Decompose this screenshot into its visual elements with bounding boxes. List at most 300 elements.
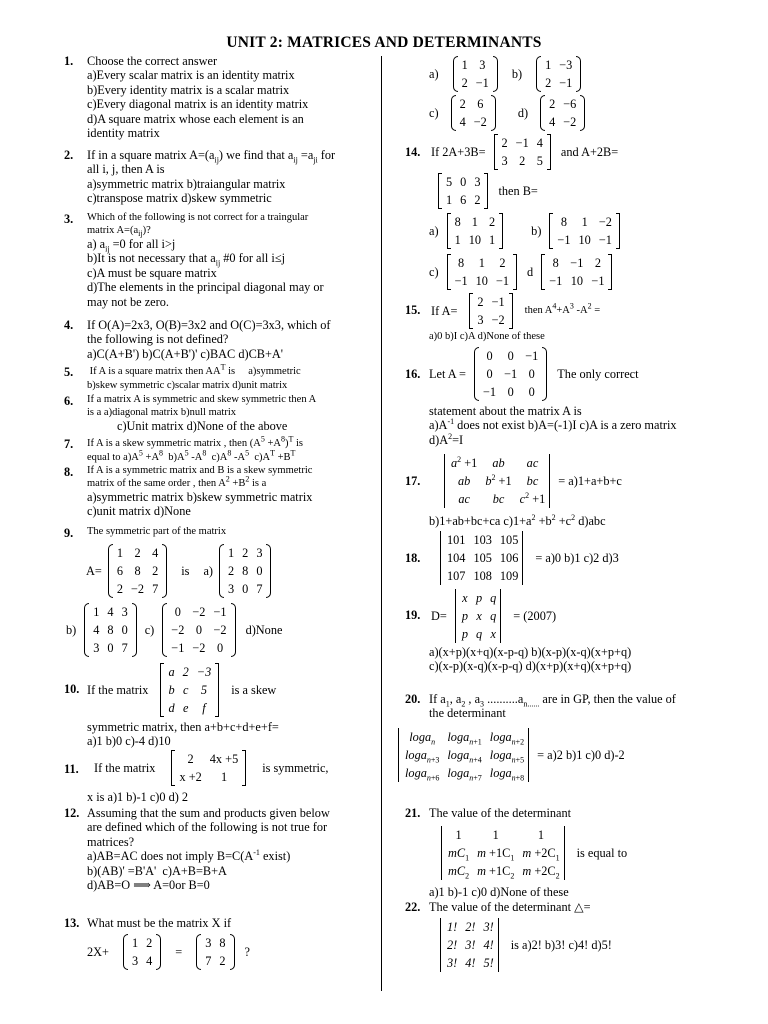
matrix-cell: 0 bbox=[528, 367, 535, 381]
q16-option-d: $d)A^2=I$ bbox=[429, 431, 464, 447]
q11-options: x is a)1 b)-1 c)0 d) 2 bbox=[87, 790, 189, 804]
matrix-cell: d bbox=[168, 701, 175, 715]
question-1 bbox=[87, 54, 377, 140]
matrix-cell: 10 bbox=[578, 233, 591, 247]
q8-text-cont: matrix of the same order , then $A^2 +B^2$ is a bbox=[87, 474, 267, 489]
q14-matrix-d bbox=[541, 254, 612, 290]
q12-option-d: d)AB=O ⟹ A=0or B=0 bbox=[87, 878, 210, 893]
matrix-cell: x bbox=[462, 591, 468, 605]
q9-number: 9. bbox=[64, 526, 74, 540]
matrix-cell: e bbox=[182, 701, 189, 715]
matrix-cell: c bbox=[182, 683, 189, 697]
q10-number: 10. bbox=[64, 682, 80, 696]
matrix-cell: −1 bbox=[591, 274, 605, 288]
matrix-cell: p bbox=[475, 591, 483, 605]
q11-text: If the matrix bbox=[94, 760, 156, 775]
q13-matrix-d bbox=[540, 95, 585, 131]
matrix-cell: 1 bbox=[131, 936, 139, 950]
q13-equation bbox=[87, 932, 250, 972]
matrix-cell: 4 bbox=[536, 136, 543, 150]
matrix-cell: 1 bbox=[545, 58, 552, 72]
matrix-cell: 106 bbox=[499, 551, 519, 565]
matrix-cell: −1 bbox=[454, 274, 468, 288]
q18-number: 18. bbox=[405, 551, 421, 565]
question-12 bbox=[87, 806, 379, 892]
q9-a-label: A= bbox=[86, 563, 102, 578]
matrix-cell: 3 bbox=[121, 605, 128, 619]
q16-number: 16. bbox=[405, 367, 421, 381]
matrix-cell: −2 bbox=[598, 215, 612, 229]
matrix-right-bracket bbox=[499, 213, 503, 249]
q12-option-b: b)(AB)' =B'A' c)A+B=B+A bbox=[87, 863, 227, 878]
matrix-cell: 3! bbox=[483, 920, 494, 934]
matrix-cell: −2 bbox=[130, 582, 145, 596]
matrix-right-bracket bbox=[132, 603, 137, 657]
matrix-cell: −1 bbox=[483, 385, 497, 399]
q10-line-2: symmetric matrix, then a+b+c+d+e+f= bbox=[87, 720, 279, 734]
matrix-cell: 3 bbox=[479, 58, 486, 72]
question-10 bbox=[87, 662, 276, 718]
matrix-cell: 3 bbox=[474, 175, 481, 189]
matrix-cell: 8 bbox=[242, 564, 249, 578]
matrix-cell: 2 bbox=[461, 76, 468, 90]
matrix-cell: 3 bbox=[131, 954, 139, 968]
q20-number: 20. bbox=[405, 692, 421, 706]
question-19 bbox=[431, 587, 556, 645]
q21-text-cont: is equal to bbox=[576, 845, 628, 860]
matrix-right-bracket bbox=[493, 56, 498, 92]
matrix-cell: 2 bbox=[242, 546, 249, 560]
q2-text: If in a square matrix $A=(a_{ij})$ we find that $a_{ij} =a_{ji}$ for bbox=[87, 148, 336, 165]
matrix-cell: 2! bbox=[447, 938, 458, 952]
q13-number: 13. bbox=[64, 916, 80, 930]
matrix-cell: 2 bbox=[519, 154, 526, 168]
q1-option-a: a)Every scalar matrix is an identity matrix bbox=[87, 68, 295, 83]
matrix-cell: 7 bbox=[256, 582, 263, 596]
matrix-cell: 4 bbox=[107, 605, 114, 619]
q12-text: Assuming that the sum and products given below bbox=[87, 806, 330, 820]
q21-number: 21. bbox=[405, 806, 421, 820]
q20-equation bbox=[398, 722, 625, 788]
matrix-cell: 4! bbox=[465, 956, 476, 970]
matrix-cell: 0 bbox=[486, 349, 493, 363]
q10-options: a)1 b)0 c)-4 d)10 bbox=[87, 734, 171, 749]
matrix-cell: 1 bbox=[220, 770, 228, 784]
q3-option-d: d)The elements in the principal diagonal may or bbox=[87, 280, 324, 295]
q15-number: 15. bbox=[405, 303, 421, 317]
q6-options-1: is a a)diagonal matrix b)null matrix bbox=[87, 406, 236, 418]
q17-determinant: $a^2 +1$ ab ac ab $b^2 +1$ bc ac bc $c^2 +1$ bbox=[444, 454, 552, 508]
q1-option-c: c)Every diagonal matrix is an identity matrix bbox=[87, 97, 309, 112]
column-divider bbox=[381, 56, 382, 991]
matrix-cell: −1 bbox=[557, 233, 571, 247]
matrix-cell: x bbox=[476, 609, 482, 623]
matrix-cell: 3 bbox=[228, 582, 235, 596]
q19-options-2: c)(x-p)(x-q)(x-p-q) d)(x+p)(x+q)(x+p+q) bbox=[429, 659, 632, 674]
q14-options-row-2 bbox=[429, 252, 612, 292]
question-4 bbox=[87, 318, 379, 361]
matrix-cell: 8 bbox=[458, 256, 465, 270]
matrix-cell: x +2 bbox=[179, 770, 202, 784]
matrix-cell: 2 bbox=[459, 97, 466, 111]
matrix-cell: 8 bbox=[134, 564, 141, 578]
matrix-right-bracket bbox=[230, 934, 235, 970]
matrix-cell: 2 bbox=[501, 136, 508, 150]
q9-matrix-A bbox=[108, 544, 167, 598]
matrix-cell: 10 bbox=[468, 233, 482, 247]
q13-lhs: 2X+ bbox=[87, 944, 109, 959]
q19-text: D= bbox=[431, 608, 447, 623]
q9-matrix-a bbox=[219, 544, 271, 598]
matrix-cell: 5! bbox=[483, 956, 494, 970]
q13-matrix-2 bbox=[196, 934, 234, 970]
matrix-right-bracket bbox=[484, 173, 488, 209]
q14-option-b: b) bbox=[531, 223, 542, 238]
q2-options-2: c)transpose matrix d)skew symmetric bbox=[87, 191, 272, 206]
q2-options-1: a)symmetric matrix b)traiangular matrix bbox=[87, 176, 286, 191]
matrix-cell: 4 bbox=[93, 623, 100, 637]
matrix-right-bracket bbox=[500, 589, 503, 643]
matrix-cell: 2 bbox=[152, 564, 159, 578]
q18-equals: = a)0 b)1 c)2 d)3 bbox=[535, 550, 619, 565]
matrix-cell: −2 bbox=[171, 623, 185, 637]
q16-matrix bbox=[474, 347, 547, 401]
q13-matrix-a bbox=[453, 56, 498, 92]
q3-option-b: b)It is not necessary that $a_{ij}$ #0 for all i≤j bbox=[87, 251, 285, 268]
matrix-right-bracket bbox=[162, 544, 167, 598]
matrix-cell: 0 bbox=[174, 605, 181, 619]
q7-number: 7. bbox=[64, 437, 74, 451]
matrix-cell: −2 bbox=[192, 605, 206, 619]
q10-lines bbox=[87, 720, 279, 749]
q11-text-cont: is symmetric, bbox=[262, 760, 329, 775]
q3-option-a: a) $a_{ij} =0$ for all i>j bbox=[87, 237, 176, 254]
q14-line-2 bbox=[438, 171, 538, 211]
matrix-right-bracket bbox=[156, 934, 161, 970]
q8-text: If A is a symmetric matrix and B is a skew symmetric bbox=[87, 465, 313, 476]
q8-options-2: c)unit matrix d)None bbox=[87, 504, 191, 519]
matrix-cell: −1 bbox=[598, 233, 612, 247]
q4-text: If O(A)=2x3, O(B)=3x2 and O(C)=3x3, which of bbox=[87, 318, 331, 332]
q7-text: If A is a skew symmetric matrix , then $(A^5 +A^8)^T$ is bbox=[87, 434, 303, 449]
q12-option-a: a)AB=AC does not imply $B=C(A^{-1}$ exist) bbox=[87, 848, 291, 864]
q15-options: a)0 b)I c)A d)None of these bbox=[429, 331, 545, 342]
matrix-right-bracket bbox=[215, 663, 219, 717]
q8-number: 8. bbox=[64, 465, 74, 479]
matrix-cell: 1 bbox=[454, 233, 461, 247]
q9-option-b: b) bbox=[66, 622, 77, 637]
matrix-cell: q bbox=[490, 609, 497, 623]
matrix-right-bracket bbox=[576, 56, 581, 92]
q14-then: then B= bbox=[498, 183, 538, 198]
q3-text-cont: matrix $A=(a_{ij})$? bbox=[87, 224, 151, 238]
q9-option-d: d)None bbox=[245, 622, 283, 637]
question-21 bbox=[441, 822, 627, 884]
q16-lines bbox=[429, 404, 759, 447]
q16-text: Let A = bbox=[429, 366, 466, 381]
matrix-cell: 2 bbox=[187, 752, 194, 766]
matrix-cell: −2 bbox=[563, 115, 577, 129]
q14-text-mid: and A+2B= bbox=[560, 144, 619, 159]
matrix-cell: −1 bbox=[213, 605, 227, 619]
matrix-cell: 0 bbox=[242, 582, 249, 596]
q14-matrix-b bbox=[549, 213, 619, 249]
question-2 bbox=[87, 148, 379, 206]
q14-text: If 2A+3B= bbox=[431, 144, 486, 159]
matrix-cell: −1 bbox=[171, 641, 185, 655]
matrix-cell: 2 bbox=[549, 97, 556, 111]
matrix-cell: 0 bbox=[256, 564, 263, 578]
matrix-right-bracket bbox=[491, 95, 496, 131]
matrix-cell: q bbox=[475, 627, 483, 641]
matrix-cell: 105 bbox=[473, 551, 492, 565]
matrix-right-bracket bbox=[616, 213, 620, 249]
matrix-cell: 8 bbox=[552, 256, 559, 270]
matrix-cell: 1 bbox=[581, 215, 588, 229]
q12-text-cont: are defined which of the following is not true for bbox=[87, 820, 328, 835]
matrix-cell: −1 bbox=[504, 367, 518, 381]
matrix-cell: 1 bbox=[446, 193, 453, 207]
matrix-cell: 4 bbox=[549, 115, 556, 129]
matrix-cell: 2 bbox=[116, 582, 123, 596]
matrix-right-bracket bbox=[242, 750, 246, 786]
matrix-cell: 2 bbox=[182, 665, 189, 679]
matrix-cell: 3! bbox=[465, 938, 476, 952]
q13-text: What must be the matrix X if bbox=[87, 916, 232, 930]
q14-option-c: c) bbox=[429, 264, 439, 279]
matrix-cell: 2 bbox=[474, 193, 481, 207]
matrix-cell: 4 bbox=[459, 115, 466, 129]
q6-number: 6. bbox=[64, 394, 74, 408]
matrix-cell: 104 bbox=[447, 551, 466, 565]
q19-equals: = (2007) bbox=[513, 608, 557, 623]
q2-text-cont: all i, j, then A is bbox=[87, 162, 165, 177]
matrix-cell: −1 bbox=[525, 349, 539, 363]
q10-text: If the matrix bbox=[87, 682, 149, 697]
q14-options-row-1 bbox=[429, 211, 620, 251]
matrix-cell: −1 bbox=[515, 136, 529, 150]
matrix-right-bracket bbox=[513, 254, 517, 290]
matrix-cell: −2 bbox=[192, 641, 206, 655]
q9-option-a: a) bbox=[203, 563, 213, 578]
q14-matrix-1 bbox=[494, 134, 551, 170]
matrix-cell: 103 bbox=[473, 533, 492, 547]
q18-determinant bbox=[440, 531, 525, 585]
q16-text-cont: The only correct bbox=[557, 366, 639, 381]
q13-equals: = bbox=[175, 944, 183, 959]
matrix-cell: 105 bbox=[499, 533, 519, 547]
q17-equals: = a)1+a+b+c bbox=[558, 473, 622, 488]
q11-number: 11. bbox=[64, 762, 79, 776]
matrix-cell: −1 bbox=[549, 274, 563, 288]
matrix-cell: 2 bbox=[545, 76, 552, 90]
q10-text-cont: is a skew bbox=[231, 682, 277, 697]
matrix-cell: 0 bbox=[460, 175, 467, 189]
question-7 bbox=[87, 434, 379, 465]
matrix-cell: 3 bbox=[501, 154, 508, 168]
matrix-cell: 7 bbox=[205, 954, 212, 968]
matrix-cell: 1 bbox=[461, 58, 468, 72]
q9-matrix-row-2 bbox=[66, 602, 282, 658]
q3-number: 3. bbox=[64, 212, 74, 226]
q9-matrix-b bbox=[84, 603, 136, 657]
matrix-cell: 107 bbox=[447, 569, 466, 583]
q1-text: Choose the correct answer bbox=[87, 54, 218, 68]
matrix-cell: 4 bbox=[146, 954, 153, 968]
matrix-cell: 0 bbox=[507, 349, 514, 363]
q9-matrix-c bbox=[162, 603, 235, 657]
question-15 bbox=[431, 291, 600, 331]
matrix-cell: 4! bbox=[483, 938, 494, 952]
q4-number: 4. bbox=[64, 318, 74, 332]
q13-option-d: d) bbox=[517, 105, 529, 120]
matrix-cell: 2 bbox=[134, 546, 141, 560]
q22-determinant bbox=[440, 918, 501, 972]
q19-options-1: a)(x+p)(x+q)(x-p-q) b)(x-p)(x-q)(x+p+q) bbox=[429, 645, 632, 659]
q13-option-a: a) bbox=[429, 66, 439, 81]
matrix-cell: 2 bbox=[228, 564, 235, 578]
q20-equals: = a)2 b)1 c)0 d)-2 bbox=[537, 747, 625, 762]
q4-text-cont: the following is not defined? bbox=[87, 332, 229, 347]
q4-options: a)C(A+B') b)C(A+B')' c)BAC d)CB+A' bbox=[87, 346, 283, 361]
q13-question-mark: ? bbox=[244, 944, 250, 959]
matrix-cell: 7 bbox=[152, 582, 159, 596]
matrix-cell: 5 bbox=[536, 154, 543, 168]
matrix-cell: 2! bbox=[465, 920, 476, 934]
matrix-cell: x bbox=[490, 627, 496, 641]
q16-options: $a)A^{-1}$ does not exist b)A=(-1)I c)A is a zero matrix bbox=[429, 417, 677, 433]
matrix-cell: q bbox=[490, 591, 497, 605]
q15-matrix bbox=[469, 293, 512, 329]
q20-text-cont: the determinant bbox=[429, 706, 506, 721]
question-17 bbox=[444, 451, 622, 511]
question-3 bbox=[87, 212, 379, 309]
question-16 bbox=[429, 346, 639, 402]
q13-matrix-c bbox=[451, 95, 496, 131]
q22-number: 22. bbox=[405, 900, 421, 914]
q12-number: 12. bbox=[64, 806, 80, 820]
matrix-right-bracket bbox=[580, 95, 585, 131]
q13-matrix-1 bbox=[123, 934, 161, 970]
matrix-cell: 6 bbox=[116, 564, 123, 578]
q1-option-d-cont: identity matrix bbox=[87, 126, 160, 141]
q13-options-row-2 bbox=[429, 93, 585, 133]
matrix-cell: 8 bbox=[454, 215, 461, 229]
q21-text: The value of the determinant bbox=[429, 806, 572, 820]
matrix-cell: 8 bbox=[560, 215, 568, 229]
q11-matrix bbox=[171, 750, 246, 786]
matrix-cell: 6 bbox=[477, 97, 484, 111]
matrix-cell: p bbox=[461, 627, 468, 641]
q5-number: 5. bbox=[64, 365, 74, 379]
matrix-cell: 1 bbox=[489, 233, 496, 247]
matrix-cell: 2 bbox=[146, 936, 153, 950]
q8-options-1: a)symmetric matrix b)skew symmetric matrix bbox=[87, 490, 313, 504]
q21-determinant: 1 1 1 $mC_1$ $m +1C_1$ $m +2C_1$ $mC_2$ $m +1C_2$ $m +2C_2$ bbox=[441, 826, 567, 880]
q14-matrix-2 bbox=[438, 173, 488, 209]
q1-option-d: d)A square matrix whose each element is an bbox=[87, 111, 304, 126]
matrix-cell: −3 bbox=[196, 665, 212, 679]
q22-text-cont: is a)2! b)3! c)4! d)5! bbox=[510, 937, 612, 952]
q7-options: equal to $a)A^5 +A^8$ $b)A^5$ $-A^8$ $c)A^8$ $-A^5$ $c)A^T +B^T$ bbox=[87, 448, 296, 463]
matrix-cell: 1 bbox=[478, 256, 485, 270]
matrix-cell: −2 bbox=[491, 313, 505, 327]
q20-text: If $a_1$, $a_2$ , $a_3$ $..........a_{n......}$ are in GP, then the value of bbox=[429, 692, 676, 709]
matrix-cell: 10 bbox=[475, 274, 488, 288]
matrix-cell: 3 bbox=[477, 313, 484, 327]
q1-number: 1. bbox=[64, 54, 74, 68]
q13-matrix-b bbox=[536, 56, 581, 92]
q16-line-2: statement about the matrix A is bbox=[429, 404, 582, 418]
question-11 bbox=[94, 748, 329, 788]
matrix-cell: 2 bbox=[594, 256, 602, 270]
matrix-cell: 0 bbox=[107, 641, 114, 655]
matrix-right-bracket bbox=[522, 531, 525, 585]
matrix-cell: 101 bbox=[447, 533, 466, 547]
matrix-cell: 0 bbox=[528, 385, 535, 399]
q3-option-d-cont: may not be zero. bbox=[87, 294, 169, 309]
q10-matrix bbox=[160, 663, 219, 717]
matrix-cell: 8 bbox=[219, 936, 226, 950]
matrix-cell: 0 bbox=[216, 641, 224, 655]
q9-matrix-row-1 bbox=[86, 543, 271, 599]
page-title: UNIT 2: MATRICES AND DETERMINANTS bbox=[226, 34, 542, 51]
q22-text: The value of the determinant △= bbox=[429, 900, 591, 914]
matrix-cell: 2 bbox=[499, 256, 506, 270]
q9-text: The symmetric part of the matrix bbox=[87, 526, 227, 537]
matrix-cell: 1 bbox=[228, 546, 235, 560]
matrix-cell: 109 bbox=[499, 569, 519, 583]
q1-option-b: b)Every identity matrix is a scalar matrix bbox=[87, 82, 290, 97]
q3-option-c: c)A must be square matrix bbox=[87, 265, 217, 280]
matrix-cell: 2 bbox=[219, 954, 226, 968]
q12-text-cont-2: matrices? bbox=[87, 834, 135, 849]
matrix-cell: 5 bbox=[200, 683, 208, 697]
q21-options: a)1 b)-1 c)0 d)None of these bbox=[429, 885, 569, 899]
matrix-right-bracket bbox=[547, 134, 551, 170]
q3-text: Which of the following is not correct for a traingular bbox=[87, 212, 309, 223]
matrix-cell: 6 bbox=[460, 193, 467, 207]
q15-expression: then $A^4+A^3$ $-A^2$ = bbox=[524, 301, 601, 316]
matrix-cell: 0 bbox=[195, 623, 202, 637]
matrix-right-bracket bbox=[231, 603, 236, 657]
q14-matrix-a bbox=[447, 213, 504, 249]
q20-determinant: loga$_n$ loga$_{n+1}$ loga$_{n+2}$ loga$_{n+3}$ loga$_{n+4}$ loga$_{n+5}$ loga$_{n+6}$ loga$_{n+7}$ loga$_{n+8}$ bbox=[398, 728, 531, 782]
question-6 bbox=[87, 394, 379, 433]
matrix-cell: 4x +5 bbox=[209, 752, 239, 766]
q19-determinant bbox=[455, 589, 503, 643]
matrix-cell: −6 bbox=[563, 97, 577, 111]
matrix-right-bracket bbox=[498, 918, 501, 972]
matrix-cell: 7 bbox=[121, 641, 128, 655]
question-18 bbox=[440, 530, 619, 586]
matrix-cell: 1! bbox=[447, 920, 458, 934]
q9-option-c: c) bbox=[144, 622, 155, 637]
matrix-cell: 3 bbox=[205, 936, 212, 950]
question-20 bbox=[429, 692, 759, 721]
matrix-cell: −3 bbox=[559, 58, 573, 72]
q14-option-a: a) bbox=[429, 223, 439, 238]
q13-options-row-1 bbox=[429, 54, 581, 94]
matrix-cell: 10 bbox=[570, 274, 583, 288]
q15-text: If A= bbox=[431, 303, 458, 318]
matrix-cell: 2 bbox=[489, 215, 496, 229]
matrix-cell: 5 bbox=[446, 175, 453, 189]
matrix-cell: −1 bbox=[570, 256, 584, 270]
matrix-cell: 0 bbox=[121, 623, 128, 637]
question-22 bbox=[440, 916, 612, 974]
matrix-cell: −1 bbox=[495, 274, 510, 288]
